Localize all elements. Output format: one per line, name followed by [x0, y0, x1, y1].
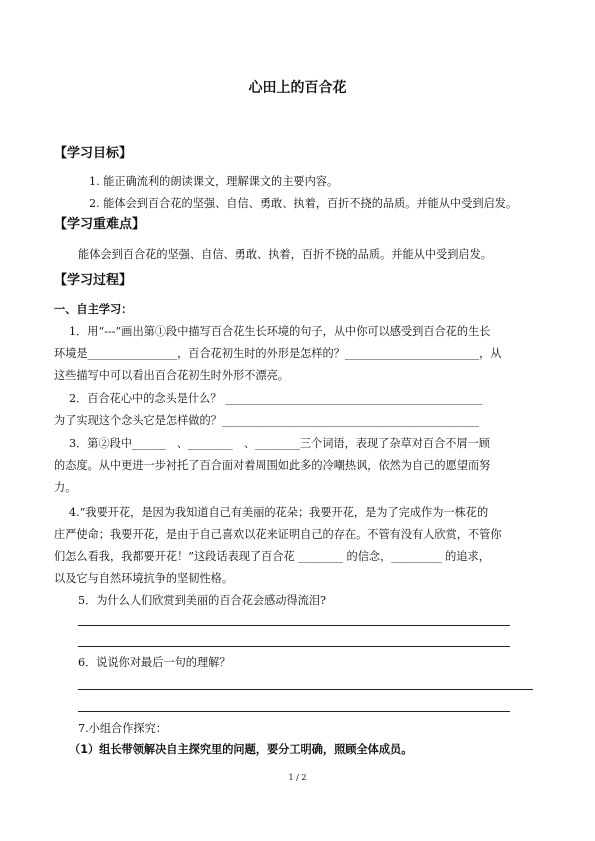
question-2-line: 2．百合花心中的念头是什么？ ______________________________________________: [69, 392, 483, 405]
key-points-text: 能体会到百合花的坚强、自信、勇敢、执着，百折不挠的品质。并能从中受到启发。: [78, 248, 492, 261]
answer-line: [78, 646, 510, 647]
question-1-line: 这些描写中可以看出百合花初生时外形不漂亮。: [54, 369, 289, 382]
question-3-line: 的态度。从中更进一步衬托了百合面对着周围如此多的冷嘲热讽，依然为自己的愿望而努: [54, 459, 491, 472]
question-7-1: （1）组长带领解决自主探究里的问题，要分工明确，照顾全体成员。: [69, 743, 413, 756]
key-points-heading: 【学习重难点】: [54, 217, 146, 232]
question-1-line: 1．用“---”画出第①段中描写百合花生长环境的句子，从中你可以感受到百合花的生长: [69, 325, 491, 338]
question-7: 7.小组合作探究：: [78, 722, 167, 735]
question-4-line: 4.“我要开花，是因为我知道自己有美丽的花朵；我要开花，是为了完成作为一株花的: [69, 506, 489, 519]
process-heading: 【学习过程】: [54, 273, 133, 288]
objective-item: 1. 能正确流利的朗读课文，理解课文的主要内容。: [89, 175, 339, 188]
objectives-heading: 【学习目标】: [54, 146, 133, 161]
question-5: 5．为什么人们欣赏到美丽的百合花会感动得流泪?: [78, 594, 327, 607]
question-4-line: 以及它与自然环境抗争的坚韧性格。: [54, 572, 234, 585]
question-1-line: 环境是________________，百合花初生时的外形是怎样的？________________________，从: [54, 347, 502, 360]
answer-line: [78, 689, 533, 690]
question-3-line: 力。: [54, 481, 77, 494]
answer-line: [78, 625, 510, 626]
question-6: 6．说说你对最后一句的理解？: [78, 656, 231, 669]
question-4-line: 们怎么看我，我都要开花！”这段话表现了百合花 ________ 的信念，_________ 的追求，: [54, 550, 490, 563]
page-number: 1 / 2: [288, 773, 307, 782]
question-2-line: 为了实现这个念头它是怎样做的？______________________________________________: [54, 414, 480, 427]
question-3-line: 3．第②段中______ 、________ 、________三个词语，表现了杂草对百合不屑一顾: [69, 437, 491, 450]
self-study-subheading: 一、自主学习：: [54, 303, 133, 316]
objective-item: 2. 能体会到百合花的坚强、自信、勇敢、执着，百折不挠的品质。并能从中受到启发。: [89, 197, 518, 210]
question-4-line: 庄严使命；我要开花，是由于自己喜欢以花来证明自己的存在。不管有没有人欣赏，不管你: [54, 528, 502, 541]
answer-line: [78, 711, 510, 712]
page-title: 心田上的百合花: [248, 80, 347, 96]
